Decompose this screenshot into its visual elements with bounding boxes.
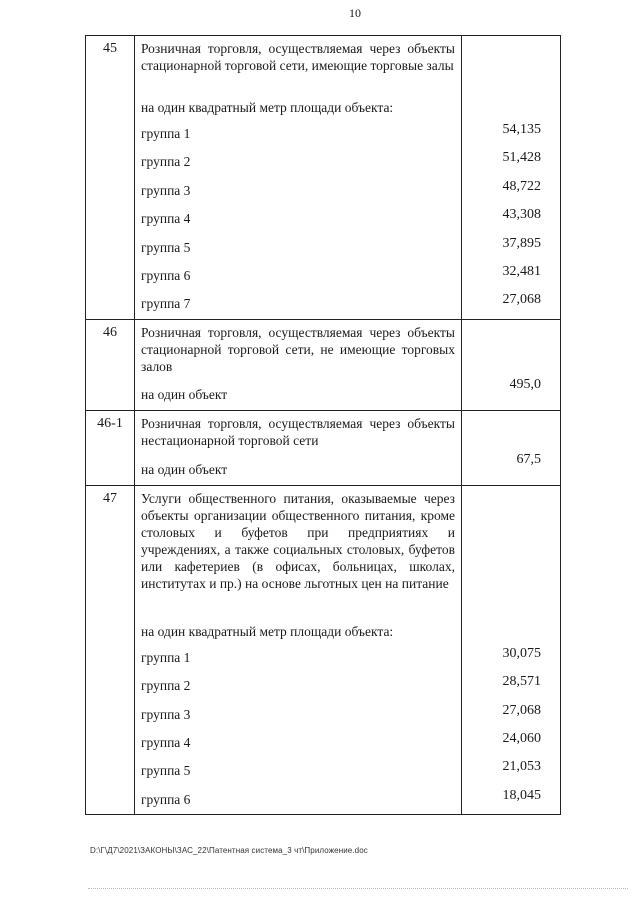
row-number: 46-1: [86, 410, 135, 485]
group-value: 24,060: [502, 730, 541, 746]
table-row-45: [86, 36, 561, 320]
group-label: группа 5: [141, 239, 191, 255]
group-value: 48,722: [502, 178, 541, 194]
group-label: группа 3: [141, 182, 191, 198]
group-value: 32,481: [502, 263, 541, 279]
group-label: группа 4: [141, 211, 191, 227]
row-description-cell: [135, 319, 462, 410]
tariff-table: [85, 35, 561, 815]
table-row-46-1: [86, 410, 561, 485]
unit-line: на один квадратный метр площади объекта:: [141, 623, 394, 639]
row-description-cell: [135, 410, 462, 485]
group-label: группа 6: [141, 791, 191, 807]
group-value: 27,068: [502, 292, 541, 308]
row-values-cell: [462, 410, 561, 485]
group-value: 54,135: [502, 122, 541, 137]
group-value: 30,075: [502, 645, 541, 661]
page-number: 10: [349, 6, 361, 20]
group-label: группа 1: [141, 126, 191, 141]
row-description: Розничная торговля, осуществляемая через объекты стационарной торговой сети, не имеющие торговых залов: [141, 324, 455, 374]
group-value: 51,428: [502, 150, 541, 166]
row-values-cell: [462, 319, 561, 410]
row-values-cell: [462, 485, 561, 814]
group-value: 28,571: [502, 674, 541, 690]
group-value: 27,068: [502, 702, 541, 718]
row-number: 46: [86, 319, 135, 410]
unit-line: на один квадратный метр площади объекта:: [141, 100, 394, 115]
row-number: 47: [86, 485, 135, 814]
group-value: 21,053: [502, 759, 541, 775]
row-description-cell: [135, 485, 462, 814]
group-label: группа 7: [141, 296, 191, 312]
group-label: группа 1: [141, 649, 191, 665]
group-value: 18,045: [502, 787, 541, 803]
unit-line: на один объект: [141, 461, 228, 477]
row-description: Услуги общественного питания, оказываемые через объекты организации общественного питания, кроме столовых и буфетов при предприятиях и учреждениях, а также социальных столовых, буфетов или кафетериев (в офисах, больницах, школах, институтах и пр.) на основе льготных цен на питание: [141, 490, 455, 591]
row-description: Розничная торговля, осуществляемая через объекты стационарной торговой сети, имеющие торговые залы: [141, 41, 455, 73]
scan-noise-line: [88, 888, 628, 891]
unit-value: 495,0: [509, 376, 541, 392]
group-label: группа 2: [141, 678, 191, 694]
group-value: 37,895: [502, 235, 541, 251]
table-row-47: [86, 485, 561, 814]
group-label: группа 4: [141, 734, 191, 750]
table-row-46: [86, 319, 561, 410]
unit-line: на один объект: [141, 386, 228, 402]
row-number: 45: [86, 36, 135, 320]
row-description: Розничная торговля, осуществляемая через объекты нестационарной торговой сети: [141, 415, 455, 448]
group-label: группа 6: [141, 267, 191, 283]
group-label: группа 3: [141, 706, 191, 722]
row-description-cell: [135, 36, 462, 320]
document-file-path: D:\Г\Д7\2021\ЗАКОНЫ\ЗАС_22\Патентная система_3 чт\Приложение.doc: [90, 846, 368, 855]
group-value: 43,308: [502, 207, 541, 223]
unit-value: 67,5: [516, 451, 541, 467]
group-label: группа 2: [141, 154, 191, 170]
row-values-cell: [462, 36, 561, 320]
group-label: группа 5: [141, 763, 191, 779]
